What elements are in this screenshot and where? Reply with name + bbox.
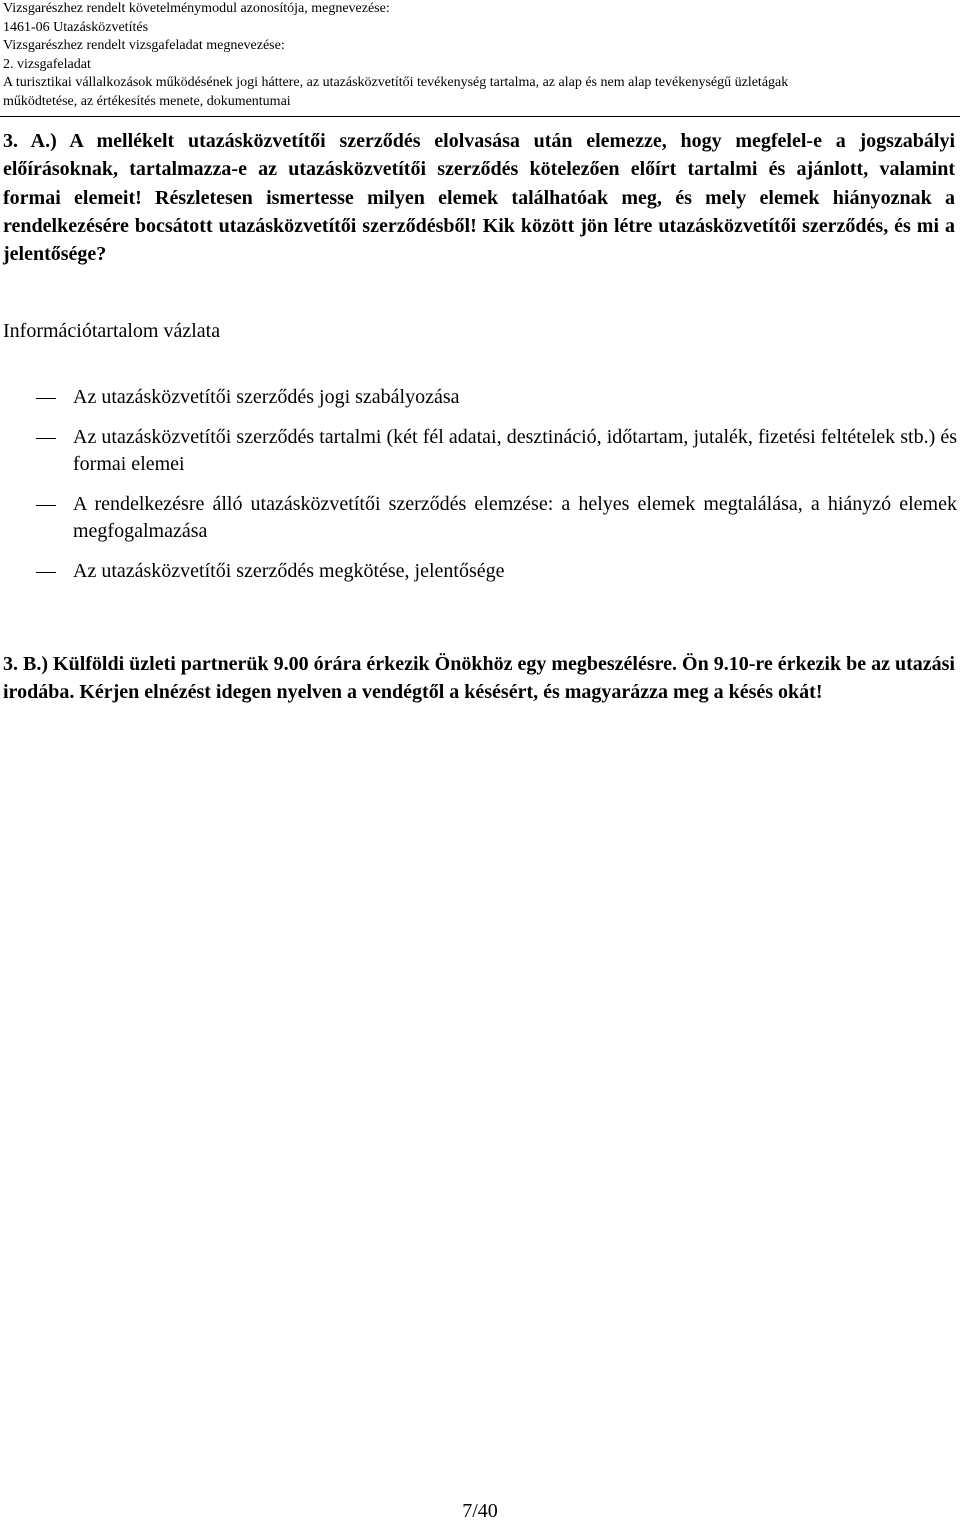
header-task-number: 2. vizsgafeladat xyxy=(3,56,91,72)
info-outline-title: Információtartalom vázlata xyxy=(3,320,221,342)
task-a-text: 3. A.) A mellékelt utazásközvetítői szerződés elolvasása után elemezze, hogy megfelel-e a jogszabályi előírásoknak, tartalmazza-e az utazásközvetítői szerződés kötelezően előírt tartalmi és ajánlott, valamint formai elemeit! Részletesen ismertesse milyen elemek találhatóak meg, és mely elemek hiányoznak a rendelkezésére bocsátott utazásközvetítői szerződésből! Kik között jön létre utazásközvetítői szerződés, és mi a jelentősége? xyxy=(3,130,955,266)
list-item xyxy=(0,558,960,585)
list-item-text: Az utazásközvetítői szerződés jogi szabályozása xyxy=(73,386,460,408)
dash-bullet-icon xyxy=(36,572,56,573)
list-item-text: A rendelkezésre álló utazásközvetítői szerződés elemzése: a helyes elemek megtalálása, a hiányzó elemek megfogalmazása xyxy=(73,493,957,542)
dash-bullet-icon xyxy=(36,398,56,399)
header-task-label: Vizsgarészhez rendelt vizsgafeladat megnevezése: xyxy=(3,38,285,54)
page-header xyxy=(3,0,953,112)
page-number: 7/40 xyxy=(462,1500,498,1522)
list-item xyxy=(0,491,960,545)
header-module-label: Vizsgarészhez rendelt követelménymodul azonosítója, megnevezése: xyxy=(3,1,390,16)
task-b-text: 3. B.) Külföldi üzleti partnerük 9.00 órára érkezik Önökhöz egy megbeszélésre. Ön 9.10-re érkezik be az utazási irodába. Kérjen elnézést idegen nyelven a vendégtől a késésért, és magyarázza meg a késés okát! xyxy=(3,653,955,704)
header-module-name: 1461-06 Utazásközvetítés xyxy=(3,19,149,35)
list-item-text: Az utazásközvetítői szerződés tartalmi (két fél adatai, desztináció, időtartam, jutalék, fizetési feltételek stb.) és formai elemei xyxy=(73,426,957,475)
header-task-title-line-1: A turisztikai vállalkozások működésének jogi háttere, az utazásközvetítői tevékenység tartalma, az alap és nem alap tevékenységű üzletágak xyxy=(3,75,789,91)
list-item xyxy=(0,384,960,411)
header-task-title-line-2: működtetése, az értékesítés menete, dokumentumai xyxy=(3,93,291,109)
dash-bullet-icon xyxy=(36,438,56,439)
info-outline-list xyxy=(0,384,960,585)
header-divider xyxy=(0,116,960,117)
list-item xyxy=(0,424,960,478)
list-item-text: Az utazásközvetítői szerződés megkötése, jelentősége xyxy=(73,560,505,582)
dash-bullet-icon xyxy=(36,505,56,506)
